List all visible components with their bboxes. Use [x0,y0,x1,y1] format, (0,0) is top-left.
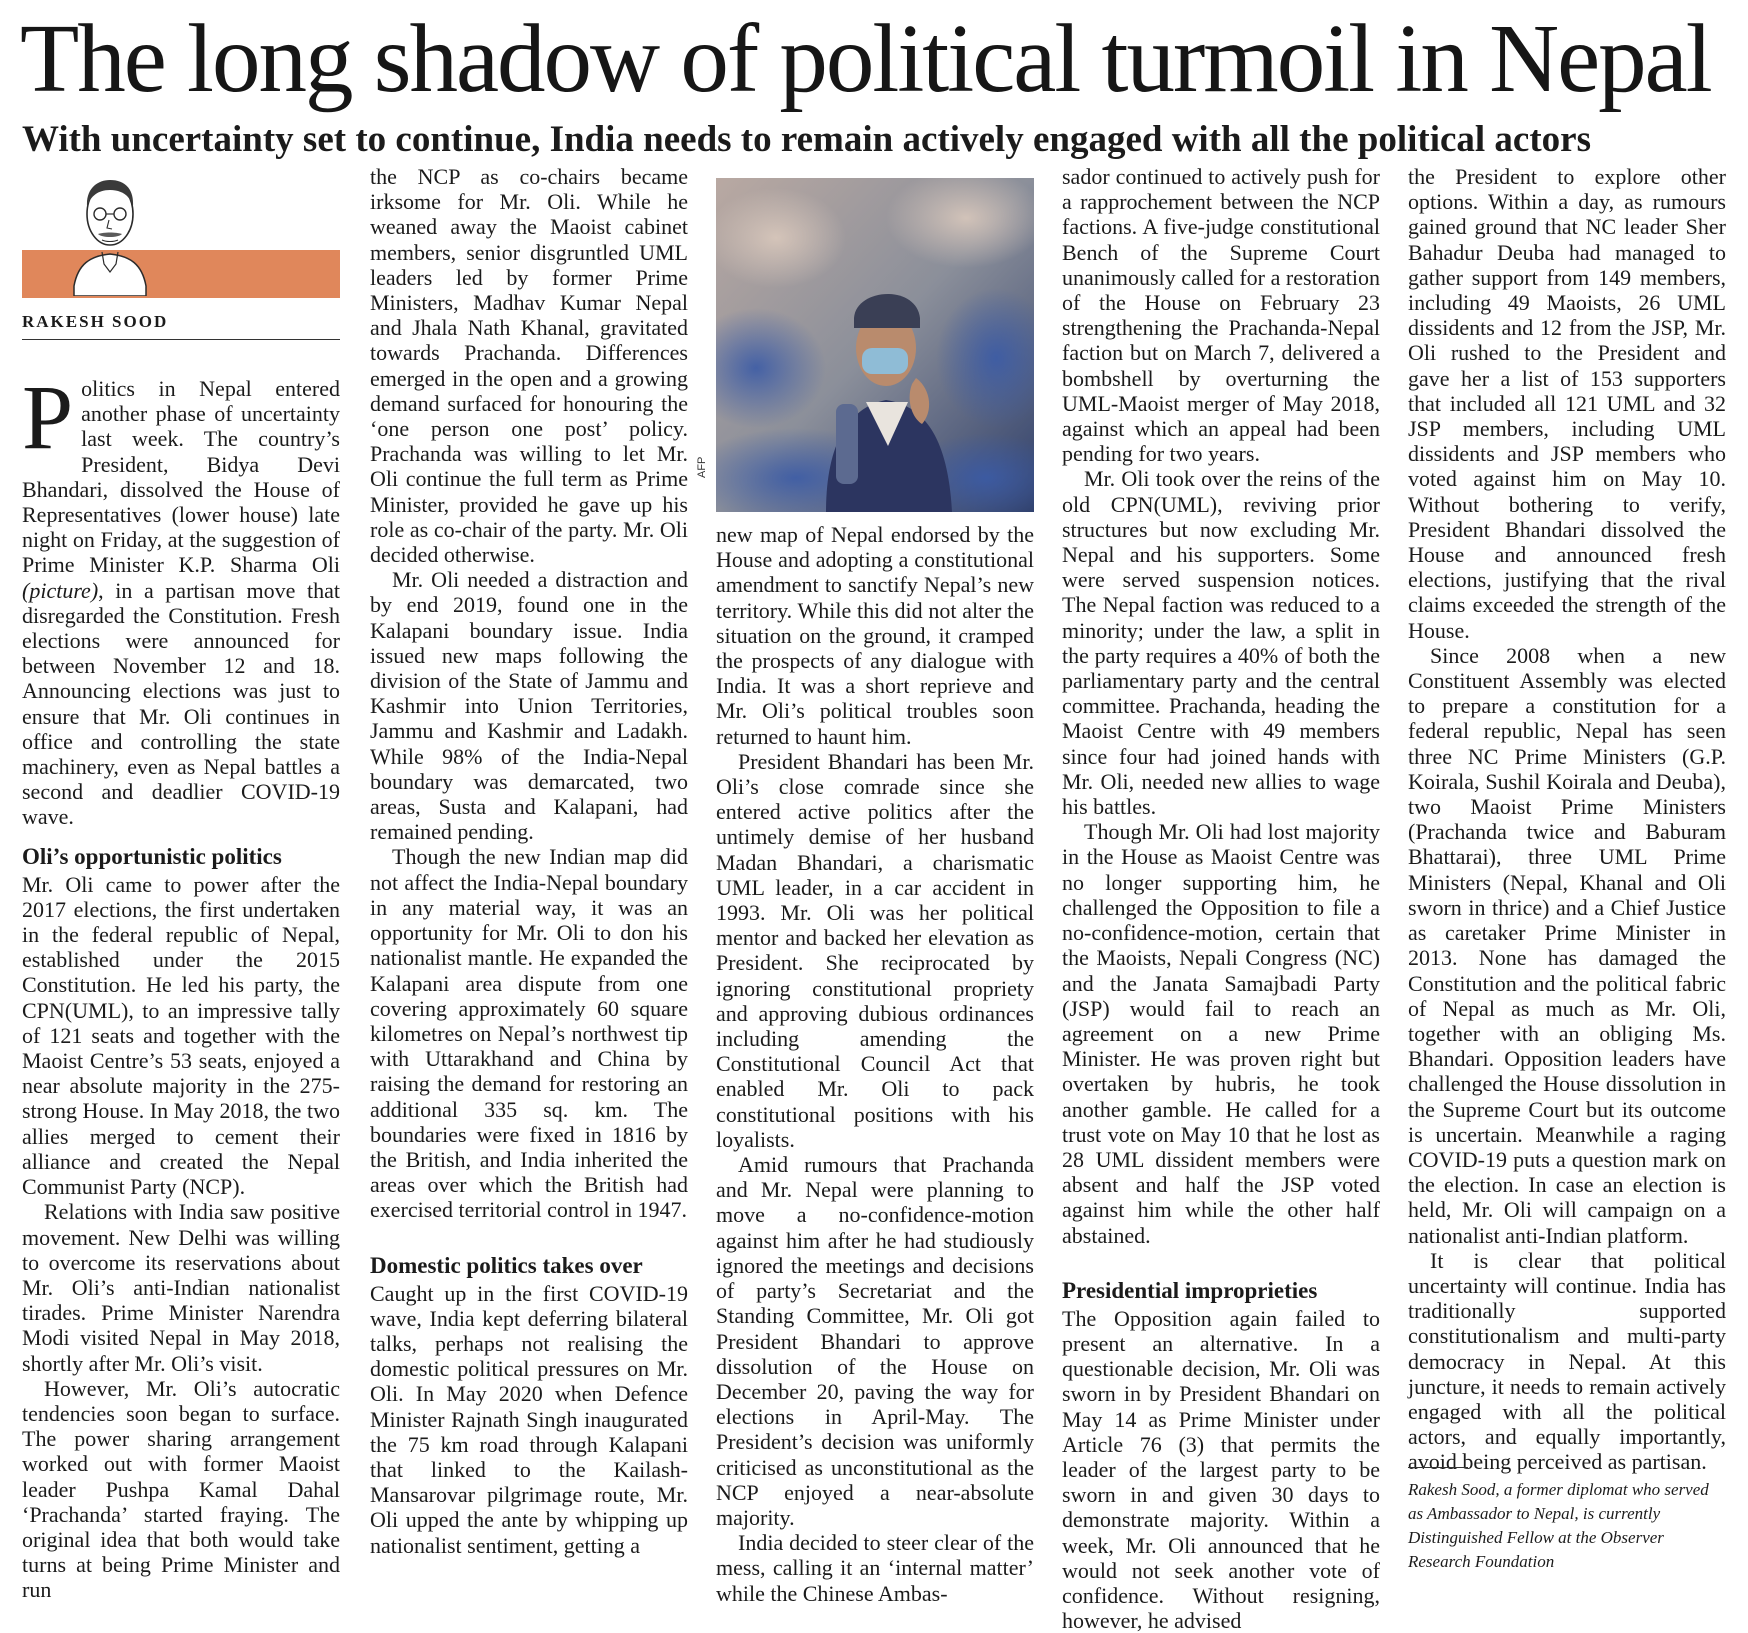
article-column-4 [1062,164,1380,1633]
article-column-1 [22,366,340,1603]
author-bio: Rakesh Sood, a former diplomat who served as Ambassador to Nepal, is currently Distinguished Fellow at the Observer Research Foundation [1408,1480,1709,1571]
paragraph: India decided to steer clear of the mess, calling it an ‘internal matter’ while the Chinese Ambas- [716,1530,1034,1606]
photo-kp-sharma-oli [716,178,1034,512]
paragraph: However, Mr. Oli’s autocratic tendencies soon began to surface. The power sharing arrangement worked out with former Maoist leader Pushpa Kamal Dahal ‘Prachanda’ started fraying. The original idea that both would take turns at being Prime Minister and run [22,1375,340,1603]
author-byline: RAKESH SOOD [22,312,169,331]
author-portrait-sketch [60,168,160,296]
paragraph: Mr. Oli came to power after the 2017 elections, the first undertaken in the federal republic of Nepal, established under the 2015 Constitution. He led his party, the CPN(UML), to an impressive tally of 121 seats and together with the Maoist Centre’s 53 seats, enjoyed a near absolute majority in the 275-strong House. In May 2018, the two allies merged to cement their alliance and created the Nepal Communist Party (NCP). [22,871,340,1200]
paragraph: Amid rumours that Prachanda and Mr. Nepal were planning to move a no-confidence-motion against him after he had studiously ignored the meetings and decisions of party’s Secretariat and the Standing Committee, Mr. Oli got President Bhandari to approve dissolution of the House on December 20, paving the way for elections in April-May. The President’s decision was uniformly criticised as unconstitutional as the NCP enjoyed a near-absolute majority. [716,1152,1034,1530]
paragraph: Though Mr. Oli had lost majority in the House as Maoist Centre was no longer supporting him, he challenged the Opposition to file a no-confidence-motion, certain that the Maoists, Nepali Congress (NC) and the Janata Samajbadi Party (JSP) would fail to reach an agreement on a new Prime Minister. He was proven right but overtaken by hubris, he took another gamble. He called for a trust vote on May 10 that he lost as 28 UML dissident members were absent and half the JSP voted against him while the other half abstained. [1062,819,1380,1248]
article-column-3 [716,522,1034,1606]
paragraph: new map of Nepal endorsed by the House and adopting a constitutional amendment to sanctify Nepal’s new territory. While this did not alter the situation on the ground, it cramped the prospects of any dialogue with India. It was a short reprieve and Mr. Oli’s political troubles soon returned to haunt him. [716,522,1034,749]
bio-divider [1408,1467,1468,1468]
article-column-2 [370,164,688,1558]
byline-divider [22,339,340,340]
paragraph: Mr. Oli took over the reins of the old CPN(UML), reviving prior structures but now excluding Mr. Nepal and his supporters. Some were served suspension notices. The Nepal faction was reduced to a minority; under the law, a split in the party requires a 40% of both the parliamentary party and the central committee. Prachanda, heading the Maoist Centre with 49 members since four had joined hands with Mr. Oli, needed new allies to wage his battles. [1062,466,1380,820]
intro-text-end: , in a partisan move that disregarded the Constitution. Fresh elections were announced for between November 12 and 18. Announcing elections was just to ensure that Mr. Oli continues in office and controlling the state machinery, even as Nepal battles a second and deadlier COVID-19 wave. [22,577,340,830]
subhead-olis-opportunistic-politics: Oli’s opportunistic politics [22,843,282,869]
subhead-domestic-politics: Domestic politics takes over [370,1252,643,1278]
paragraph: Though the new Indian map did not affect the India-Nepal boundary in any material way, it was an opportunity for Mr. Oli to don his nationalist mantle. He expanded the Kalapani area dispute from one covering approximately 60 square kilometres on Nepal’s northwest tip with Uttarakhand and China by raising the demand for restoring an additional 335 sq. km. The boundaries were fixed in 1816 by the British, and India inherited the areas over which the British had exercised territorial control in 1947. [370,844,688,1223]
headline: The long shadow of political turmoil in Nepal [20,5,1711,112]
paragraph: It is clear that political uncertainty will continue. India has traditionally supported constitutionalism and multi-party democracy in Nepal. At this juncture, it needs to remain actively engaged with all the political actors, and equally importantly, avoid being perceived as partisan. [1408,1247,1726,1475]
photo-illustration [716,178,1034,512]
intro-text: olitics in Nepal entered another phase of uncertainty last week. The country’s President, Bidya Devi Bhandari, dissolved the House of Representatives (lower house) late night on Friday, at the suggestion of Prime Minister K.P. Sharma Oli [22,376,340,578]
paragraph: The Opposition again failed to present an alternative. In a questionable decision, Mr. Oli was sworn in by President Bhandari on May 14 as Prime Minister under Article 76 (3) that permits the leader of the largest party to be sworn in and given 30 days to demonstrate majority. Within a week, Mr. Oli announced that he would not seek another vote of confidence. Without resigning, however, he advised [1062,1305,1380,1633]
paragraph: Relations with India saw positive movement. New Delhi was willing to overcome its reservations about Mr. Oli’s anti-Indian nationalist tirades. Prime Minister Narendra Modi visited Nepal in May 2018, shortly after Mr. Oli’s visit. [22,1199,340,1376]
photo-credit: AFP [696,456,708,478]
paragraph: sador continued to actively push for a rapprochement between the NCP factions. A five-judge constitutional Bench of the Supreme Court unanimously called for a restoration of the House on February 23 strengthening the Prachanda-Nepal faction but on March 7, delivered a bombshell by overturning the UML-Maoist merger of May 2018, against which an appeal had been pending for two years. [1062,164,1380,467]
article-column-5 [1408,164,1726,1475]
drop-cap: P [22,366,74,468]
paragraph: the President to explore other options. Within a day, as rumours gained ground that NC leader Sher Bahadur Deuba had managed to gather support from 149 members, including 49 Maoists, 26 UML dissidents and 12 from the JSP, Mr. Oli rushed to the President and gave her a list of 153 supporters that included all 121 UML and 32 JSP members, including UML dissidents and JSP members who voted against him on May 10. Without bothering to verify, President Bhandari dissolved the House and announced fresh elections, justifying that the rival claims exceeded the strength of the House. [1408,164,1726,643]
paragraph: President Bhandari has been Mr. Oli’s close comrade since she entered active politics after the untimely demise of her husband Madan Bhandari, a charismatic UML leader, in a car accident in 1993. Mr. Oli was her political mentor and backed her elevation as President. She reciprocated by ignoring constitutional propriety and approving dubious ordinances including amending the Constitutional Council Act that enabled Mr. Oli to pack constitutional positions with his loyalists. [716,748,1034,1152]
paragraph: Caught up in the first COVID-19 wave, India kept deferring bilateral talks, perhaps not realising the domestic political pressures on Mr. Oli. In May 2020 when Defence Minister Rajnath Singh inaugurated the 75 km road through Kalapani that linked to the Kailash-Mansarovar pilgrimage route, Mr. Oli upped the ante by whipping up nationalist sentiment, getting a [370,1280,688,1558]
intro-italic: (picture) [22,577,99,603]
subhead-presidential-improprieties: Presidential improprieties [1062,1277,1318,1303]
paragraph: Mr. Oli needed a distraction and by end 2019, found one in the Kalapani boundary issue. India issued new maps following the division of the State of Jammu and Kashmir into Union Territories, Jammu and Kashmir and Ladakh. While 98% of the India-Nepal boundary was demarcated, two areas, Susta and Kalapani, had remained pending. [370,567,688,845]
paragraph: the NCP as co-chairs became irksome for Mr. Oli. While he weaned away the Maoist cabinet members, senior disgruntled UML leaders led by former Prime Ministers, Madhav Kumar Nepal and Jhala Nath Khanal, gravitated towards Prachanda. Differences emerged in the open and a growing demand surfaced for honouring the ‘one person one post’ policy. Prachanda was willing to let Mr. Oli continue the full term as Prime Minister, provided he gave up his role as co-chair of the party. Mr. Oli decided otherwise. [370,164,688,568]
deck-subheadline: With uncertainty set to continue, India needs to remain actively engaged with all the political actors [22,119,1591,160]
intro-paragraph [22,366,340,830]
paragraph: Since 2008 when a new Constituent Assembly was elected to prepare a constitution for a federal republic, Nepal has seen three NC Prime Ministers (G.P. Koirala, Sushil Koirala and Deuba), two Maoist Prime Ministers (Prachanda twice and Baburam Bhattarai), three UML Prime Ministers (Nepal, Khanal and Oli sworn in thrice) and a Chief Justice as caretaker Prime Minister in 2013. None has damaged the Constitution and the political fabric of Nepal as much as Mr. Oli, together with an obliging Ms. Bhandari. Opposition leaders have challenged the House dissolution in the Supreme Court but its outcome is uncertain. Meanwhile a raging COVID-19 puts a question mark on the election. In case an election is held, Mr. Oli will campaign on a nationalist anti-Indian platform. [1408,642,1726,1248]
